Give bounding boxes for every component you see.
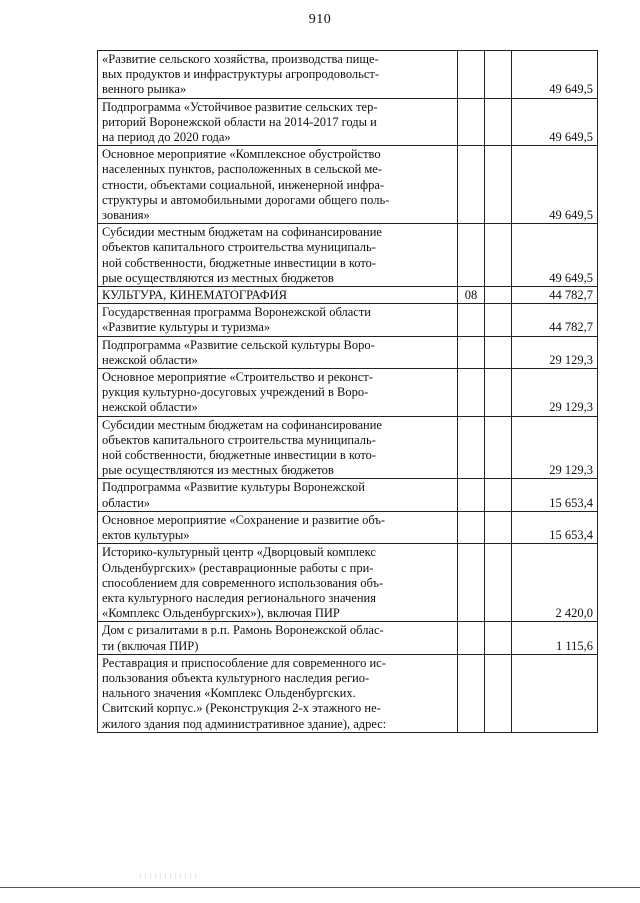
description-line: Ольденбургских» (реставрационные работы с при- xyxy=(102,560,374,575)
description-line: области» xyxy=(102,495,151,510)
subsection-code xyxy=(485,98,512,146)
description-line: объектов капитального строительства муниципаль- xyxy=(102,432,376,447)
amount-cell: 49 649,5 xyxy=(512,98,598,146)
section-code xyxy=(458,146,485,224)
section-code: 08 xyxy=(458,287,485,304)
description-line: ной собственности, бюджетные инвестиции в кото- xyxy=(102,448,377,463)
description-line: Подпрограмма «Развитие культуры Воронежской xyxy=(102,480,365,495)
description-line: жилого здания под административное здание), адрес: xyxy=(102,716,387,731)
amount-cell: 49 649,5 xyxy=(512,51,598,99)
description-line: «Развитие сельского хозяйства, производства пище- xyxy=(102,52,379,66)
description-line: Дом с ризалитами в р.п. Рамонь Воронежской облас- xyxy=(102,623,384,638)
description-line: нежской области» xyxy=(102,400,198,415)
subsection-code xyxy=(485,224,512,287)
description-line: объектов капитального строительства муниципаль- xyxy=(102,240,376,255)
table-row xyxy=(98,146,598,224)
description-line: нежской области» xyxy=(102,352,198,367)
amount-cell: 49 649,5 xyxy=(512,146,598,224)
amount-cell: 44 782,7 xyxy=(512,304,598,336)
description-line: Реставрация и приспособление для современного ис- xyxy=(102,655,386,670)
section-code xyxy=(458,654,485,732)
page-bottom-rule xyxy=(0,887,640,888)
table-row xyxy=(98,544,598,622)
subsection-code xyxy=(485,479,512,511)
amount-cell: 15 653,4 xyxy=(512,511,598,543)
description-line: Свитский корпус.» (Реконструкция 2-х этажного не- xyxy=(102,701,381,716)
table-row xyxy=(98,416,598,479)
description-line: нального значения «Комплекс Ольденбургских. xyxy=(102,686,356,701)
section-code xyxy=(458,336,485,368)
table-row xyxy=(98,479,598,511)
description-line: ектов культуры» xyxy=(102,528,190,543)
description-line: венного рынка» xyxy=(102,82,187,97)
section-code xyxy=(458,369,485,417)
subsection-code xyxy=(485,654,512,732)
description-line: рукция культурно-досуговых учреждений в Воро- xyxy=(102,385,369,400)
row-description xyxy=(98,336,458,368)
description-line: ти (включая ПИР) xyxy=(102,638,199,653)
description-line: способлением для современного использования объ- xyxy=(102,575,384,590)
description-line: на период до 2020 года» xyxy=(102,130,231,145)
section-code xyxy=(458,479,485,511)
amount-cell: 2 420,0 xyxy=(512,544,598,622)
section-code xyxy=(458,304,485,336)
table-row xyxy=(98,654,598,732)
row-description xyxy=(98,654,458,732)
amount-cell xyxy=(512,654,598,732)
subsection-code xyxy=(485,51,512,99)
description-line: вых продуктов и инфраструктуры агропродовольст- xyxy=(102,67,380,82)
table-row xyxy=(98,622,598,654)
budget-table xyxy=(97,50,598,733)
description-line: Основное мероприятие «Строительство и реконст- xyxy=(102,370,373,385)
scan-speckle xyxy=(140,873,200,879)
description-line: Основное мероприятие «Сохранение и развитие объ- xyxy=(102,512,386,527)
subsection-code xyxy=(485,544,512,622)
row-description xyxy=(98,146,458,224)
subsection-code xyxy=(485,622,512,654)
row-description xyxy=(98,479,458,511)
description-line: рые осуществляются из местных бюджетов xyxy=(102,463,334,478)
section-code xyxy=(458,224,485,287)
subsection-code xyxy=(485,511,512,543)
section-code xyxy=(458,51,485,99)
description-line: «Комплекс Ольденбургских»), включая ПИР xyxy=(102,606,340,621)
subsection-code xyxy=(485,146,512,224)
description-line: рые осуществляются из местных бюджетов xyxy=(102,270,334,285)
amount-cell: 29 129,3 xyxy=(512,369,598,417)
amount-cell: 15 653,4 xyxy=(512,479,598,511)
subsection-code xyxy=(485,287,512,304)
section-code xyxy=(458,622,485,654)
amount-cell: 29 129,3 xyxy=(512,416,598,479)
description-line: Государственная программа Воронежской области xyxy=(102,305,371,320)
section-code xyxy=(458,416,485,479)
description-line: «Развитие культуры и туризма» xyxy=(102,320,271,335)
row-description xyxy=(98,224,458,287)
description-line: пользования объекта культурного наследия регио- xyxy=(102,670,370,685)
row-description xyxy=(98,304,458,336)
description-line: Подпрограмма «Устойчивое развитие сельских тер- xyxy=(102,99,378,114)
row-description xyxy=(98,51,458,99)
amount-cell: 49 649,5 xyxy=(512,224,598,287)
row-description xyxy=(98,416,458,479)
subsection-code xyxy=(485,304,512,336)
description-line: Субсидии местным бюджетам на софинансирование xyxy=(102,417,382,432)
description-line: риторий Воронежской области на 2014-2017 годы и xyxy=(102,114,377,129)
row-description xyxy=(98,287,458,304)
page-number: 910 xyxy=(308,12,332,27)
section-code xyxy=(458,511,485,543)
row-description xyxy=(98,622,458,654)
amount-cell: 29 129,3 xyxy=(512,336,598,368)
subsection-code xyxy=(485,416,512,479)
table-row xyxy=(98,304,598,336)
description-line: Историко-культурный центр «Дворцовый комплекс xyxy=(102,545,376,560)
description-line: структуры и автомобильными дорогами общего поль- xyxy=(102,192,390,207)
table-row xyxy=(98,511,598,543)
row-description xyxy=(98,98,458,146)
row-description xyxy=(98,369,458,417)
description-line: зования» xyxy=(102,208,150,223)
budget-table-body xyxy=(98,51,598,733)
table-row xyxy=(98,98,598,146)
table-row xyxy=(98,224,598,287)
row-description xyxy=(98,511,458,543)
description-line: населенных пунктов, расположенных в сельской ме- xyxy=(102,162,383,177)
description-line: ной собственности, бюджетные инвестиции в кото- xyxy=(102,255,377,270)
subsection-code xyxy=(485,369,512,417)
description-line: екта культурного наследия регионального значения xyxy=(102,590,376,605)
table-row xyxy=(98,287,598,304)
description-line: стности, объектами социальной, инженерной инфра- xyxy=(102,177,385,192)
description-line: КУЛЬТУРА, КИНЕМАТОГРАФИЯ xyxy=(102,288,287,303)
amount-cell: 44 782,7 xyxy=(512,287,598,304)
row-description xyxy=(98,544,458,622)
table-row xyxy=(98,51,598,99)
description-line: Основное мероприятие «Комплексное обустройство xyxy=(102,147,381,162)
description-line: Субсидии местным бюджетам на софинансирование xyxy=(102,225,382,240)
description-line: Подпрограмма «Развитие сельской культуры Воро- xyxy=(102,337,375,352)
section-code xyxy=(458,544,485,622)
amount-cell: 1 115,6 xyxy=(512,622,598,654)
table-row xyxy=(98,369,598,417)
section-code xyxy=(458,98,485,146)
table-row xyxy=(98,336,598,368)
subsection-code xyxy=(485,336,512,368)
